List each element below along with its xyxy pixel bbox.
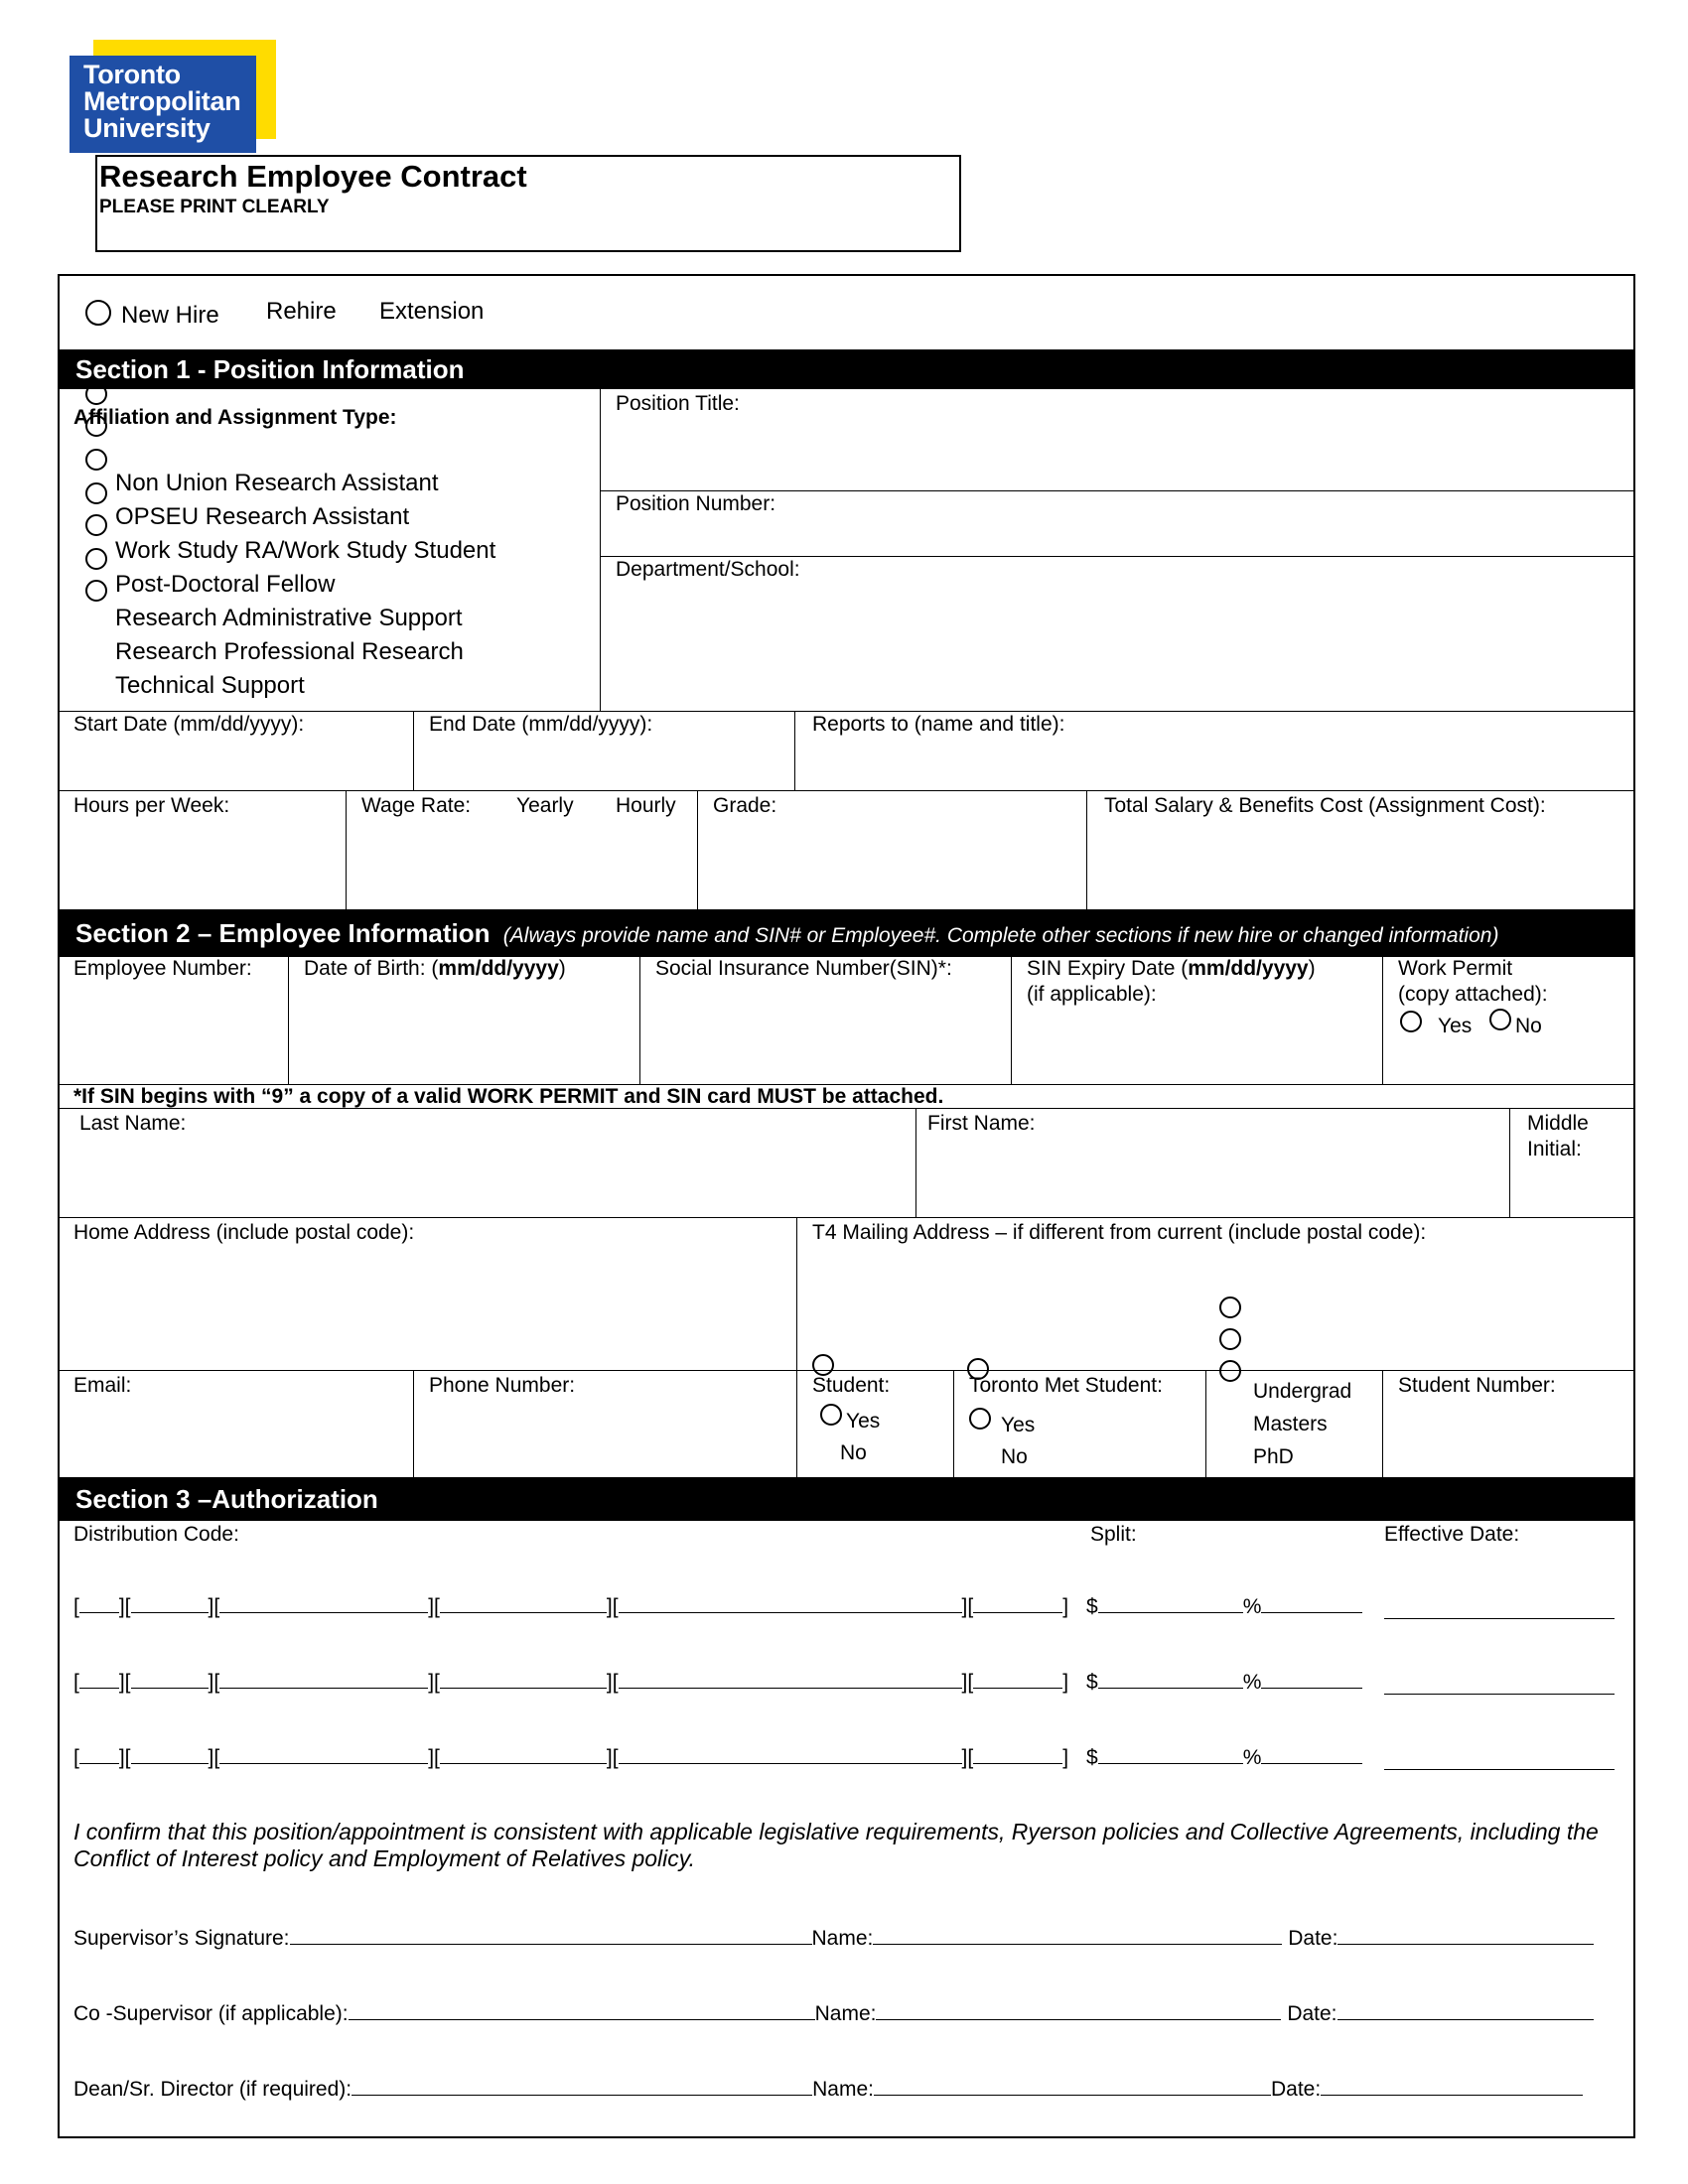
sin-expiry-close: ) — [1308, 957, 1316, 980]
option-post-doc: Post-Doctoral Fellow — [115, 571, 336, 598]
first-name-field[interactable]: First Name: — [927, 1112, 1036, 1135]
student-yes-radio[interactable] — [820, 1404, 842, 1426]
effective-date-line[interactable] — [1384, 1618, 1615, 1619]
code-segment-4[interactable] — [440, 1670, 607, 1689]
confirmation-statement: I confirm that this position/appointment is consistent with applicable legislative requirements, Ryerson policies and Collective Agreements, including the Conflict of Interest policy and Employment of Relatives policy. — [73, 1819, 1599, 1871]
section-3-header — [58, 1477, 1635, 1521]
percent-sign: % — [1242, 1595, 1262, 1618]
radio-option[interactable] — [85, 514, 107, 536]
university-logo — [70, 40, 276, 153]
co-supervisor-row — [73, 2001, 1594, 2026]
dean-name-line[interactable] — [874, 2077, 1271, 2096]
code-segment-1[interactable] — [79, 1670, 119, 1689]
dean-date-label: Date: — [1270, 2078, 1322, 2101]
grade-field[interactable]: Grade: — [713, 794, 777, 817]
code-segment-6[interactable] — [973, 1670, 1062, 1689]
co-supervisor-signature-line[interactable] — [349, 2001, 815, 2020]
position-title-field[interactable]: Position Title: — [616, 392, 740, 415]
tm-student-yes-radio[interactable] — [969, 1408, 991, 1430]
student-yes-label: Yes — [846, 1410, 881, 1433]
total-cost-field[interactable]: Total Salary & Benefits Cost (Assignment Cost): — [1104, 794, 1546, 817]
yearly-option[interactable]: Yearly — [516, 794, 574, 817]
split-percent[interactable] — [1261, 1745, 1362, 1764]
code-segment-6[interactable] — [973, 1745, 1062, 1764]
code-segment-4[interactable] — [440, 1594, 607, 1613]
co-supervisor-name-label: Name: — [814, 2002, 877, 2025]
divider — [1205, 1370, 1206, 1477]
code-segment-3[interactable] — [219, 1670, 428, 1689]
phd-label: PhD — [1253, 1445, 1294, 1468]
t4-address-field[interactable]: T4 Mailing Address – if different from current (include postal code): — [812, 1221, 1427, 1244]
section-2-note: (Always provide name and SIN# or Employee#. Complete other sections if new hire or changed information) — [502, 924, 1499, 947]
hourly-option[interactable]: Hourly — [616, 794, 676, 817]
hours-per-week-field[interactable]: Hours per Week: — [73, 794, 230, 817]
dollar-sign: $ — [1086, 1746, 1098, 1769]
work-permit-no-radio[interactable] — [1489, 1009, 1511, 1030]
rehire-label[interactable]: Rehire — [266, 298, 337, 325]
option-work-study: Work Study RA/Work Study Student — [115, 537, 496, 564]
supervisor-name-line[interactable] — [873, 1926, 1282, 1945]
end-date-field[interactable]: End Date (mm/dd/yyyy): — [429, 713, 653, 736]
divider — [288, 957, 289, 1084]
dean-row — [73, 2077, 1583, 2102]
co-supervisor-label: Co -Supervisor (if applicable): — [73, 2002, 349, 2025]
work-permit-note: (copy attached): — [1398, 983, 1548, 1006]
distribution-row: [ ][ ][ ][ ][ ][ ] — [73, 1671, 1069, 1694]
tm-student-yes-label: Yes — [1001, 1414, 1036, 1436]
section-1-header — [58, 349, 1635, 389]
position-number-field[interactable]: Position Number: — [616, 492, 776, 515]
radio-option[interactable] — [85, 449, 107, 471]
sin-expiry-field[interactable] — [1027, 957, 1316, 981]
radio-option[interactable] — [85, 383, 107, 405]
middle-initial-label: Initial: — [1527, 1138, 1582, 1160]
supervisor-date-label: Date: — [1288, 1927, 1338, 1950]
distribution-row: [ ][ ][ ][ ][ ][ ] — [73, 1746, 1069, 1769]
divider — [1011, 957, 1012, 1084]
work-permit-yes-radio[interactable] — [1400, 1011, 1422, 1032]
dean-name-label: Name: — [812, 2078, 874, 2101]
last-name-field[interactable]: Last Name: — [79, 1112, 187, 1135]
work-permit-yes-label: Yes — [1438, 1015, 1473, 1037]
split-row — [1086, 1594, 1362, 1619]
distribution-row: [ ][ ][ ][ ][ ][ ] — [73, 1595, 1069, 1618]
undergrad-radio[interactable] — [1219, 1297, 1241, 1318]
employee-number-field[interactable]: Employee Number: — [73, 957, 252, 980]
logo-text — [83, 62, 240, 142]
section-1-title: Section 1 - Position Information — [75, 354, 465, 384]
split-amount[interactable] — [1098, 1670, 1243, 1689]
split-row — [1086, 1745, 1362, 1770]
department-field[interactable]: Department/School: — [616, 558, 800, 581]
split-label: Split: — [1090, 1523, 1137, 1546]
divider — [58, 790, 1635, 791]
logo-line-3: University — [83, 113, 211, 143]
divider — [794, 711, 795, 790]
divider — [796, 1217, 797, 1477]
code-segment-5[interactable] — [619, 1745, 962, 1764]
form-subtitle: PLEASE PRINT CLEARLY — [99, 197, 330, 217]
option-non-union-ra: Non Union Research Assistant — [115, 470, 439, 496]
radio-option[interactable] — [85, 415, 107, 437]
phd-radio[interactable] — [1219, 1360, 1241, 1382]
split-amount[interactable] — [1098, 1745, 1243, 1764]
code-segment-5[interactable] — [619, 1594, 962, 1613]
radio-option[interactable] — [85, 580, 107, 602]
co-supervisor-date-label: Date: — [1287, 2002, 1337, 2025]
affiliation-label: Affiliation and Assignment Type: — [73, 406, 397, 429]
dean-date-line[interactable] — [1321, 2077, 1583, 2096]
form-title: Research Employee Contract — [99, 159, 527, 194]
split-row — [1086, 1670, 1362, 1695]
tm-student-label: Toronto Met Student: — [969, 1374, 1163, 1397]
divider — [58, 711, 1635, 712]
section-3-title: Section 3 –Authorization — [75, 1484, 378, 1514]
tm-student-no-label[interactable]: No — [1001, 1445, 1028, 1468]
supervisor-name-label: Name: — [811, 1927, 874, 1950]
student-no-label[interactable]: No — [840, 1441, 867, 1464]
percent-sign: % — [1242, 1746, 1262, 1769]
supervisor-signature-label: Supervisor’s Signature: — [73, 1927, 290, 1950]
co-supervisor-date-line[interactable] — [1337, 2001, 1594, 2020]
supervisor-signature-row — [73, 1926, 1594, 1951]
sin-expiry-label: SIN Expiry Date ( — [1027, 957, 1189, 980]
code-segment-3[interactable] — [219, 1594, 428, 1613]
divider — [697, 790, 698, 909]
dollar-sign: $ — [1086, 1671, 1098, 1694]
split-percent[interactable] — [1261, 1670, 1362, 1689]
option-research-professional: Research Professional Research — [115, 638, 464, 665]
divider — [1086, 790, 1087, 909]
divider — [413, 711, 414, 790]
option-research-admin: Research Administrative Support — [115, 605, 463, 631]
dob-label: Date of Birth: ( — [304, 957, 439, 980]
effective-date-line[interactable] — [1384, 1769, 1615, 1770]
section-2-title: Section 2 – Employee Information — [75, 918, 491, 948]
code-segment-6[interactable] — [973, 1594, 1062, 1613]
logo-line-2: Metropolitan — [83, 86, 241, 116]
radio-option[interactable] — [85, 548, 107, 570]
effective-date-line[interactable] — [1384, 1694, 1615, 1695]
email-field[interactable]: Email: — [73, 1374, 132, 1397]
code-segment-5[interactable] — [619, 1670, 962, 1689]
split-amount[interactable] — [1098, 1594, 1243, 1613]
divider — [639, 957, 640, 1084]
divider — [413, 1370, 414, 1477]
logo-line-1: Toronto — [83, 60, 181, 89]
masters-radio[interactable] — [1219, 1328, 1241, 1350]
supervisor-signature-line[interactable] — [290, 1926, 812, 1945]
divider — [600, 490, 1635, 491]
divider — [600, 556, 1635, 557]
reports-to-field[interactable]: Reports to (name and title): — [812, 713, 1065, 736]
section-2-header — [58, 909, 1635, 957]
option-technical-support: Technical Support — [115, 672, 305, 699]
dob-close: ) — [558, 957, 566, 980]
divider — [1382, 957, 1383, 1084]
sin-expiry-note: (if applicable): — [1027, 983, 1157, 1006]
sin-expiry-format: mm/dd/yyyy — [1188, 957, 1309, 980]
date-of-birth-field[interactable] — [304, 957, 566, 981]
code-segment-2[interactable] — [131, 1670, 209, 1689]
sin-field[interactable]: Social Insurance Number(SIN)*: — [655, 957, 952, 980]
student-radio-top[interactable] — [812, 1354, 834, 1376]
student-label: Student: — [812, 1374, 891, 1397]
code-segment-1[interactable] — [79, 1594, 119, 1613]
sin-warning-note: *If SIN begins with “9” a copy of a valid WORK PERMIT and SIN card MUST be attached. — [73, 1085, 944, 1108]
dean-label: Dean/Sr. Director (if required): — [73, 2078, 352, 2101]
extension-label[interactable]: Extension — [379, 298, 485, 325]
middle-initial-field[interactable]: Middle — [1527, 1112, 1589, 1135]
split-percent[interactable] — [1261, 1594, 1362, 1613]
distribution-code-label: Distribution Code: — [73, 1523, 239, 1546]
undergrad-label: Undergrad — [1253, 1380, 1352, 1403]
divider — [915, 1108, 916, 1217]
dollar-sign: $ — [1086, 1595, 1098, 1618]
start-date-field[interactable]: Start Date (mm/dd/yyyy): — [73, 713, 305, 736]
supervisor-date-line[interactable] — [1337, 1926, 1594, 1945]
divider — [58, 1370, 1635, 1371]
phone-field[interactable]: Phone Number: — [429, 1374, 576, 1397]
title-box — [95, 155, 961, 252]
code-segment-3[interactable] — [219, 1745, 428, 1764]
radio-option[interactable] — [85, 482, 107, 504]
work-permit-no-label: No — [1515, 1015, 1542, 1037]
divider — [58, 1217, 1635, 1218]
divider — [1509, 1108, 1510, 1217]
divider — [346, 790, 347, 909]
masters-label: Masters — [1253, 1413, 1328, 1435]
student-number-field[interactable]: Student Number: — [1398, 1374, 1556, 1397]
home-address-field[interactable]: Home Address (include postal code): — [73, 1221, 415, 1244]
divider — [1382, 1370, 1383, 1477]
wage-rate-label: Wage Rate: — [361, 794, 472, 817]
co-supervisor-name-line[interactable] — [876, 2001, 1281, 2020]
code-segment-4[interactable] — [440, 1745, 607, 1764]
divider — [953, 1370, 954, 1477]
divider — [600, 389, 601, 711]
code-segment-1[interactable] — [79, 1745, 119, 1764]
new-hire-label: New Hire — [121, 302, 219, 329]
percent-sign: % — [1242, 1671, 1262, 1694]
work-permit-label: Work Permit — [1398, 957, 1513, 980]
code-segment-2[interactable] — [131, 1594, 209, 1613]
code-segment-2[interactable] — [131, 1745, 209, 1764]
dob-format: mm/dd/yyyy — [438, 957, 559, 980]
option-opseu-ra: OPSEU Research Assistant — [115, 503, 410, 530]
effective-date-label: Effective Date: — [1384, 1523, 1520, 1546]
dean-signature-line[interactable] — [352, 2077, 812, 2096]
new-hire-radio[interactable] — [85, 300, 111, 326]
